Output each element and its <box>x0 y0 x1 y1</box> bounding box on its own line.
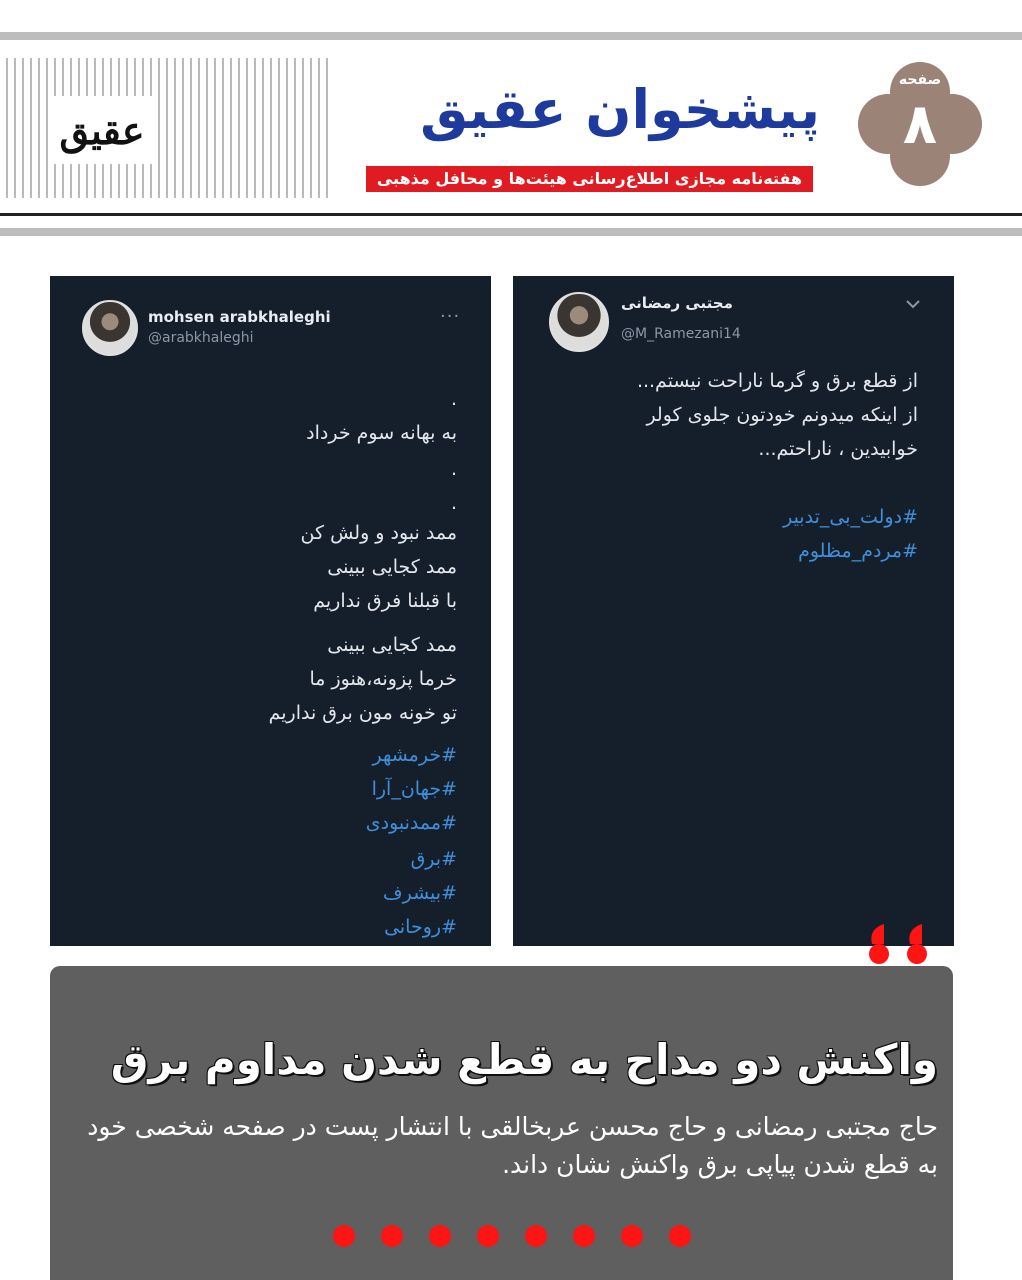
header-bottom-rule <box>0 228 1022 236</box>
hashtag-link[interactable]: #خرمشهر <box>372 744 457 766</box>
tweet-line: به بهانه سوم خرداد <box>306 422 457 444</box>
tweet-panel-ramezani <box>513 276 954 946</box>
tweet-author-handle: @M_Ramezani14 <box>621 326 741 342</box>
hashtag-link[interactable]: #برق <box>410 848 457 870</box>
hashtag-link[interactable]: #بیشرف <box>382 882 457 904</box>
decorative-dot <box>477 1225 499 1247</box>
tweet-line: خوابیدین ، ناراحتم... <box>758 438 918 460</box>
tweet-line: خرما پزونه،هنوز ما <box>309 668 457 690</box>
tweet-author-name: مجتبی رمضانی <box>621 294 733 312</box>
avatar <box>82 300 138 356</box>
masthead-title: پیشخوان عقیق <box>420 78 820 141</box>
decorative-dot <box>429 1225 451 1247</box>
more-dots-icon[interactable]: ··· <box>440 306 461 327</box>
aghigh-logo <box>50 96 154 164</box>
tweet-line: تو خونه مون برق نداریم <box>268 702 457 724</box>
quote-mark-icon <box>866 922 892 966</box>
tweet-line: ممد کجایی ببینی <box>327 634 457 656</box>
decorative-dot <box>333 1225 355 1247</box>
tweet-line: از قطع برق و گرما ناراحت نیستم... <box>636 370 918 392</box>
tweet-author-name: mohsen arabkhaleghi <box>148 308 331 326</box>
article-summary: حاج مجتبی رمضانی و حاج محسن عربخالقی با انتشار پست در صفحه شخصی خود به قطع شدن پیاپی برق واکنش نشان داند. <box>87 1112 938 1179</box>
hashtag-link[interactable]: #روحانی <box>384 916 457 938</box>
logo-text: عقیق <box>59 107 145 153</box>
tweet-line: ممد کجایی ببینی <box>327 556 457 578</box>
tweet-panel-arabkhaleghi <box>50 276 491 946</box>
decorative-dot <box>573 1225 595 1247</box>
page-label: صفحه <box>898 72 942 88</box>
tweet-line: با قبلنا فرق نداریم <box>313 590 457 612</box>
decorative-dot <box>381 1225 403 1247</box>
hashtag-link[interactable]: #دولت_بی_تدبیر <box>783 506 918 528</box>
tweet-line: از اینکه میدونم خودتون جلوی کولر <box>646 404 918 426</box>
tweet-line: . <box>450 492 457 514</box>
article-headline: واکنش دو مداح به قطع شدن مداوم برق <box>110 1035 938 1084</box>
tweet-line: . <box>450 458 457 480</box>
header-top-rule <box>0 32 1022 40</box>
quote-mark-icon <box>904 922 930 966</box>
avatar <box>549 292 609 352</box>
hashtag-link[interactable]: #جهان_آرا <box>371 778 457 800</box>
tweet-line: ممد نبود و ولش کن <box>300 522 457 544</box>
chevron-down-icon[interactable] <box>905 298 921 310</box>
decorative-dot <box>621 1225 643 1247</box>
tweet-line: . <box>450 388 457 410</box>
page-number: ۸ <box>902 92 938 157</box>
decorative-dot <box>669 1225 691 1247</box>
masthead-subtitle: هفته‌نامه مجازی اطلاع‌رسانی هیئت‌ها و محافل مذهبی <box>366 166 813 192</box>
header-rule-thin <box>0 213 1022 216</box>
decorative-dot <box>525 1225 547 1247</box>
hashtag-link[interactable]: #مردم_مظلوم <box>798 540 918 562</box>
hashtag-link[interactable]: #ممدنبودی <box>365 812 457 834</box>
tweet-author-handle: @arabkhaleghi <box>148 330 254 346</box>
